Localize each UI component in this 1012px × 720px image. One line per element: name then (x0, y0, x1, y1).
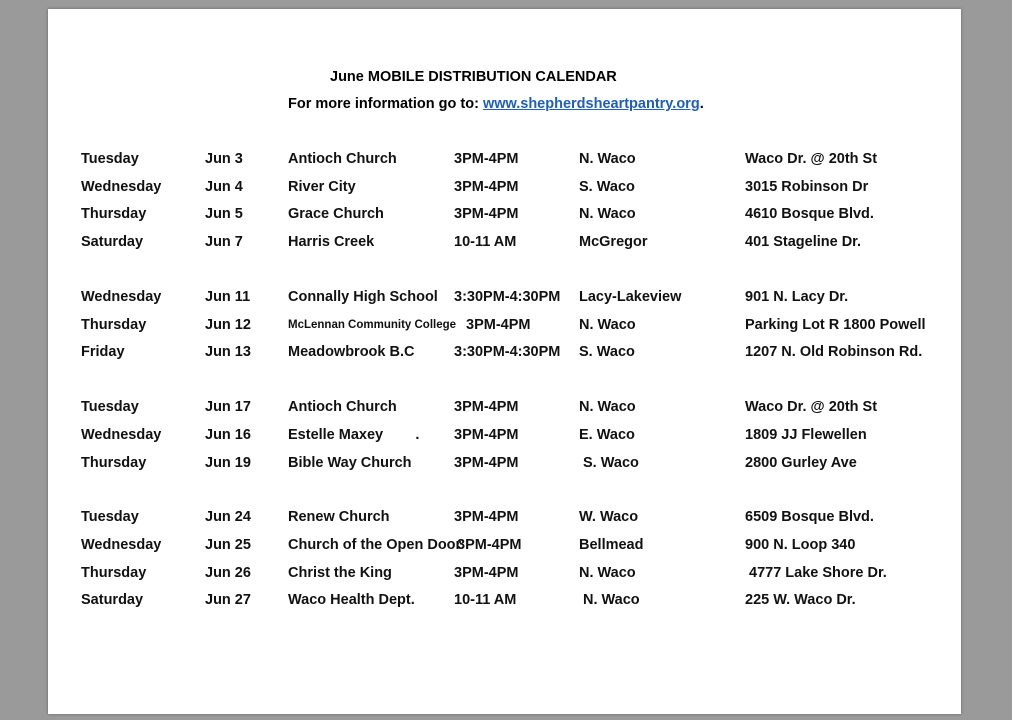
date-cell: Jun 7 (205, 234, 243, 250)
schedule-row (0, 151, 1012, 171)
date-cell: Jun 26 (205, 565, 251, 581)
area-cell: N. Waco (579, 151, 636, 167)
day-cell: Friday (81, 344, 125, 360)
address-cell: 1809 JJ Flewellen (745, 427, 867, 443)
day-cell: Thursday (81, 317, 147, 333)
date-cell: Jun 17 (205, 399, 251, 415)
day-cell: Tuesday (81, 399, 139, 415)
day-cell: Thursday (81, 455, 147, 471)
location-cell: Christ the King (288, 565, 392, 581)
day-cell: Tuesday (81, 509, 139, 525)
time-cell: 3PM-4PM (454, 509, 519, 525)
area-cell: N. Waco (579, 317, 636, 333)
area-cell: N. Waco (583, 592, 640, 608)
date-cell: Jun 27 (205, 592, 251, 608)
date-cell: Jun 25 (205, 537, 251, 553)
day-cell: Thursday (81, 206, 147, 222)
area-cell: N. Waco (579, 206, 636, 222)
address-cell: 1207 N. Old Robinson Rd. (745, 344, 923, 360)
time-cell: 10-11 AM (454, 234, 517, 250)
date-cell: Jun 5 (205, 206, 243, 222)
schedule-row (0, 399, 1012, 419)
address-cell: 6509 Bosque Blvd. (745, 509, 874, 525)
day-cell: Tuesday (81, 151, 139, 167)
schedule-row (0, 289, 1012, 309)
time-cell: 3:30PM-4:30PM (454, 289, 561, 305)
time-cell: 3PM-4PM (466, 317, 531, 333)
address-cell: 3015 Robinson Dr (745, 179, 869, 195)
time-cell: 3PM-4PM (454, 427, 519, 443)
location-cell: Harris Creek (288, 234, 375, 250)
schedule-row (0, 234, 1012, 254)
date-cell: Jun 19 (205, 455, 251, 471)
location-cell: Waco Health Dept. (288, 592, 415, 608)
time-cell: 3PM-4PM (457, 537, 522, 553)
area-cell: S. Waco (583, 455, 639, 471)
info-line (288, 96, 704, 112)
address-cell: Waco Dr. @ 20th St (745, 399, 878, 415)
day-cell: Wednesday (81, 289, 162, 305)
date-cell: Jun 24 (205, 509, 251, 525)
address-cell: 401 Stageline Dr. (745, 234, 862, 250)
schedule-row (0, 206, 1012, 226)
location-cell: Church of the Open Door (288, 537, 462, 553)
schedule-row (0, 509, 1012, 529)
date-cell: Jun 16 (205, 427, 251, 443)
website-link[interactable]: www.shepherdsheartpantry.org (482, 96, 700, 112)
day-cell: Saturday (81, 592, 144, 608)
location-cell: River City (288, 179, 356, 195)
schedule-row (0, 537, 1012, 557)
location-cell: Bible Way Church (288, 455, 412, 471)
day-cell: Wednesday (81, 427, 162, 443)
info-suffix: . (699, 96, 704, 112)
time-cell: 3PM-4PM (454, 151, 519, 167)
info-prefix: For more information go to: (288, 96, 483, 112)
location-cell: Antioch Church (288, 399, 397, 415)
area-cell: Lacy-Lakeview (579, 289, 682, 305)
schedule-row (0, 344, 1012, 364)
address-cell: Parking Lot R 1800 Powell (745, 317, 926, 333)
location-cell: Renew Church (288, 509, 390, 525)
location-cell: Grace Church (288, 206, 384, 222)
address-cell: 900 N. Loop 340 (745, 537, 856, 553)
time-cell: 3PM-4PM (454, 565, 519, 581)
area-cell: S. Waco (579, 344, 635, 360)
area-cell: Bellmead (579, 537, 644, 553)
address-cell: 4610 Bosque Blvd. (745, 206, 874, 222)
schedule-row (0, 565, 1012, 585)
area-cell: N. Waco (579, 399, 636, 415)
schedule-row (0, 455, 1012, 475)
area-cell: McGregor (579, 234, 648, 250)
date-cell: Jun 3 (205, 151, 243, 167)
time-cell: 3:30PM-4:30PM (454, 344, 561, 360)
date-cell: Jun 11 (205, 289, 251, 305)
address-cell: Waco Dr. @ 20th St (745, 151, 878, 167)
calendar-title: June MOBILE DISTRIBUTION CALENDAR (330, 69, 617, 85)
schedule-row (0, 592, 1012, 612)
day-cell: Thursday (81, 565, 147, 581)
area-cell: W. Waco (579, 509, 639, 525)
day-cell: Wednesday (81, 537, 162, 553)
location-cell: Estelle Maxey . (288, 427, 420, 443)
address-cell: 901 N. Lacy Dr. (745, 289, 849, 305)
address-cell: 2800 Gurley Ave (745, 455, 857, 471)
date-cell: Jun 13 (205, 344, 251, 360)
time-cell: 3PM-4PM (454, 455, 519, 471)
date-cell: Jun 4 (205, 179, 243, 195)
schedule-row (0, 317, 1012, 337)
area-cell: S. Waco (579, 179, 635, 195)
location-cell: Connally High School (288, 289, 438, 305)
address-cell: 4777 Lake Shore Dr. (749, 565, 887, 581)
area-cell: E. Waco (579, 427, 635, 443)
area-cell: N. Waco (579, 565, 636, 581)
day-cell: Wednesday (81, 179, 162, 195)
date-cell: Jun 12 (205, 317, 251, 333)
location-cell: Antioch Church (288, 151, 397, 167)
day-cell: Saturday (81, 234, 144, 250)
schedule-row (0, 427, 1012, 447)
schedule-row (0, 179, 1012, 199)
time-cell: 10-11 AM (454, 592, 517, 608)
time-cell: 3PM-4PM (454, 399, 519, 415)
time-cell: 3PM-4PM (454, 179, 519, 195)
address-cell: 225 W. Waco Dr. (745, 592, 856, 608)
location-cell: Meadowbrook B.C (288, 344, 415, 360)
location-cell: McLennan Community College (288, 319, 457, 331)
time-cell: 3PM-4PM (454, 206, 519, 222)
